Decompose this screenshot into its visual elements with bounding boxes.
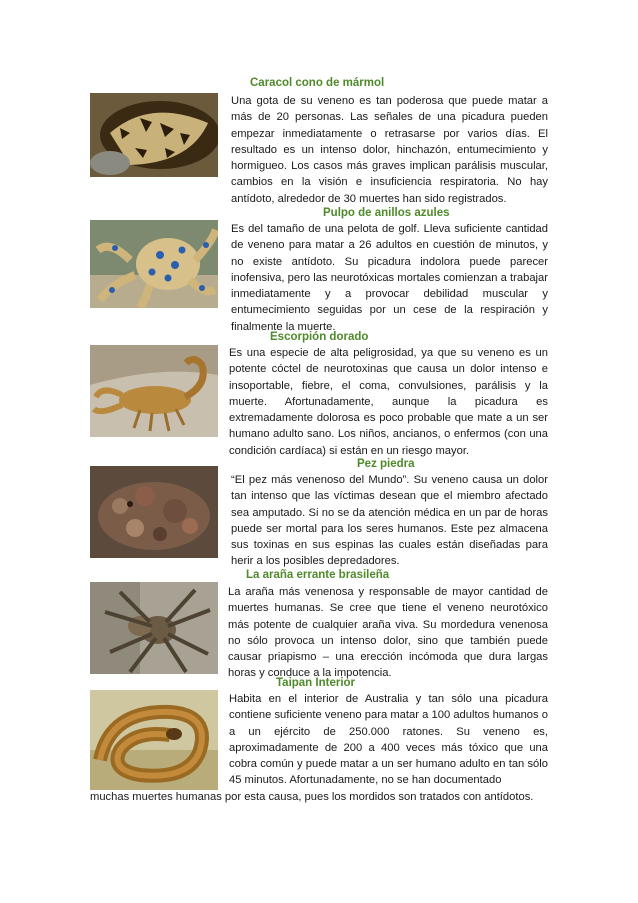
brazilian-wandering-spider-photo [90,582,218,674]
section-title-pez-piedra: Pez piedra [357,458,415,470]
stonefish-photo [90,466,218,558]
section-title-taipan: Taipan Interior [276,677,356,689]
golden-scorpion-photo [90,345,218,437]
blue-ringed-octopus-photo [90,220,218,308]
section-text-pez-piedra: “El pez más venenoso del Mundo”. Su veneno causa un dolor tan intenso que las víctimas desean que el miembro afectado sea amputado. Si no se da atención médica en un par de horas puede ser mortal para los seres humanos. Este pez almacena sus toxinas en sus espinas las cuales están diseñadas para herir a los posibles depredadores. [231,474,548,568]
section-text-pulpo: Es del tamaño de una pelota de golf. Lleva suficiente cantidad de veneno para matar a 26 adultos en cuestión de minutos, y no existe antídoto. Su picadura indolora puede parecer inofensiva, pero las neurotóxicas mortales comienzan a trabajar inmediatamente y a provocar debilidad muscular y entumecimiento seguidas por un cese de la respiración y finalmente la muerte. [231,223,548,333]
inland-taipan-photo [90,690,218,790]
marble-cone-snail-photo [90,93,218,177]
section-title-escorpion: Escorpión dorado [270,331,369,343]
section-text-caracol: Una gota de su veneno es tan poderosa que puede matar a más de 20 personas. Las señales de una picadura pueden empezar inmediatamente o retrasarse por varios días. El resultado es un intenso dolor, hinchazón, entumecimiento y hormigueo. Los casos más graves implican parálisis muscular, cambios en la visión e insuficiencia respiratoria. No hay antídoto, alrededor de 30 muertes han sido registrados. [231,95,548,205]
section-text-taipan: Habita en el interior de Australia y tan sólo una picadura contiene suficiente veneno para matar a 100 adultos humanos o a un ejército de 250.000 ratones. Su veneno es, aproximadamente de 200 a 400 veces más tóxico que una cobra común y puede matar a un ser humano adulto en tan sólo 45 minutos. Afortunadamente, no se han documentado [229,693,548,787]
section-text-escorpion: Es una especie de alta peligrosidad, ya que su veneno es un potente cóctel de neurotoxinas que causa un dolor intenso e insoportable, fiebre, el coma, convulsiones, parálisis y la muerte. Afortunadamente, aunque la picadura es extremadamente dolorosa es poco probable que mate a un ser humano adulto sano. Los niños, ancianos, o enfermos (con una condición cardíaca) si están en un riesgo mayor. [229,347,548,457]
section-text-arana: La araña más venenosa y responsable de mayor cantidad de muertes humanas. Se cree que tiene el veneno neurotóxico más potente de cualquier araña viva. Su mordedura venenosa no sólo provoca un intenso dolor, sino que también puede causar priapismo – una erección incómoda que dura largas horas y conduce a la impotencia. [228,586,548,680]
section-title-caracol: Caracol cono de mármol [250,77,385,89]
section-title-pulpo: Pulpo de anillos azules [323,207,450,219]
section-title-arana: La araña errante brasileña [246,569,390,581]
section-text-taipan-continued: muchas muertes humanas por esta causa, pues los mordidos son tratados con antídotos. [90,791,534,803]
